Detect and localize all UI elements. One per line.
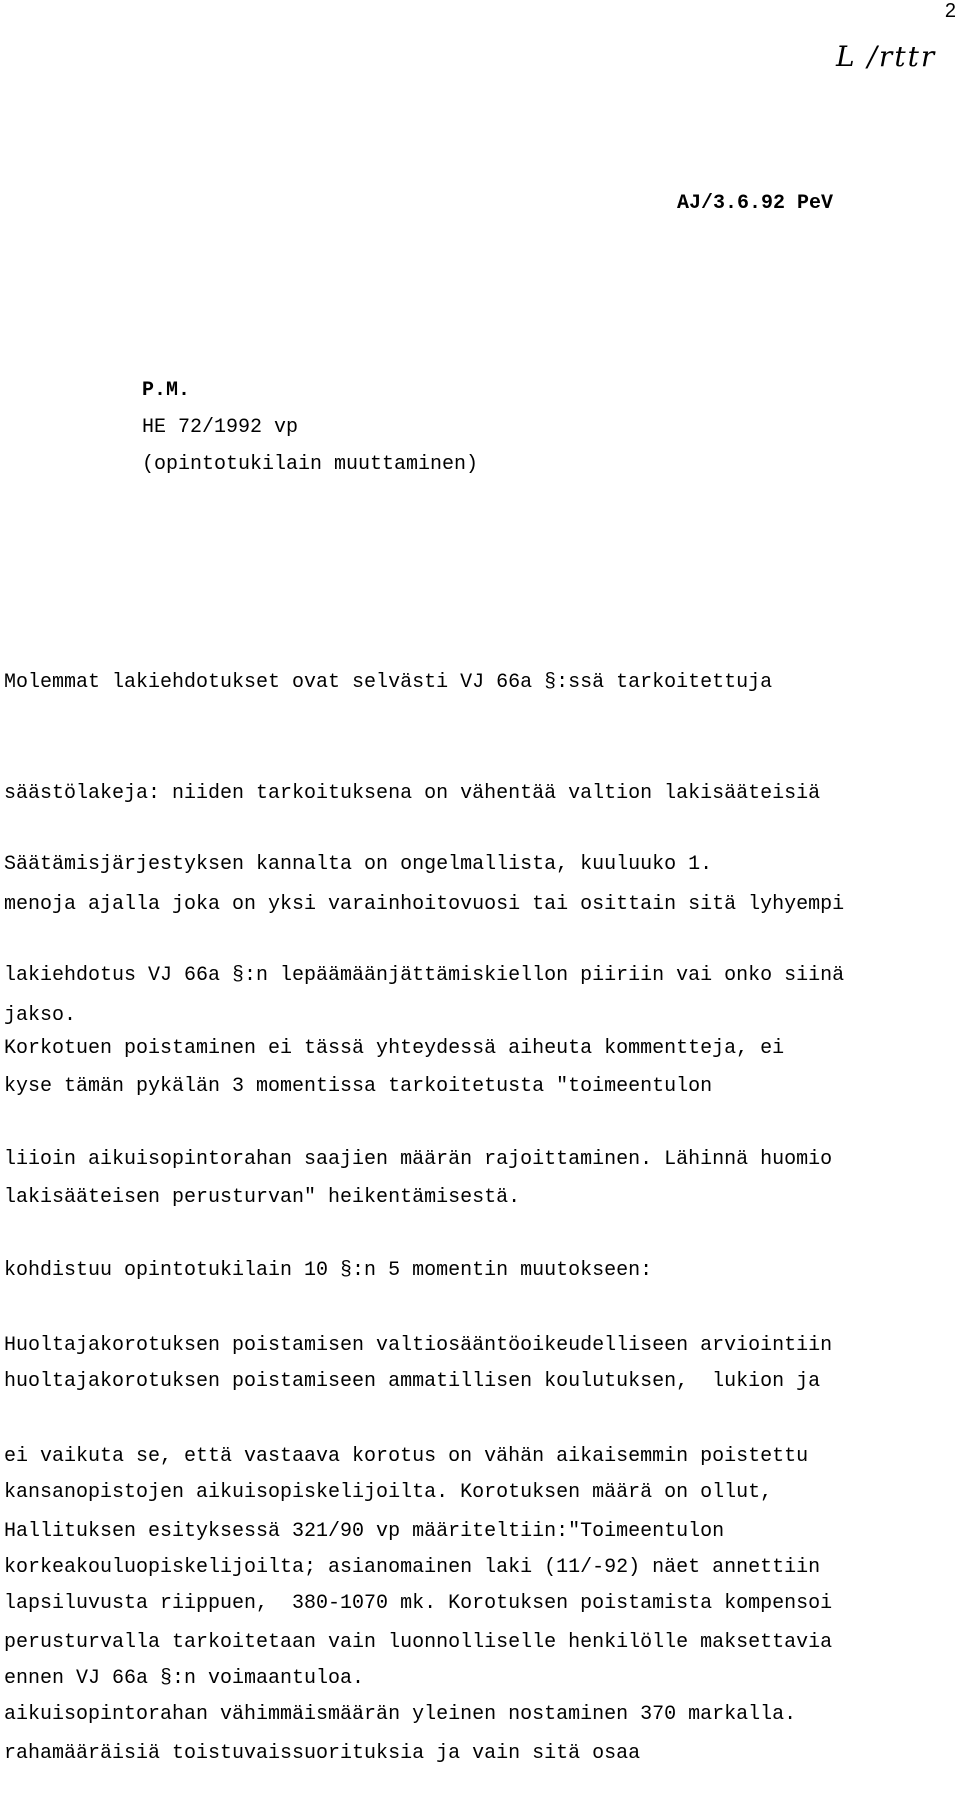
paragraph-line: Säätämisjärjestyksen kannalta on ongelmallista, kuuluuko 1. — [4, 853, 713, 876]
paragraph-line: aikuisopintorahan vähimmäismäärän yleinen nostaminen 370 markalla. — [4, 1703, 797, 1726]
paragraph-line: ennen VJ 66a §:n voimaantuloa. — [4, 1667, 365, 1690]
paragraph-5 — [4, 1439, 960, 1809]
paragraph-line: kohdistuu opintotukilain 10 §:n 5 momentin muutokseen: — [4, 1259, 653, 1282]
page-number: 2 — [944, 0, 956, 22]
heading-bill: HE 72/1992 vp — [142, 416, 299, 439]
paragraph-line: perusturvalla tarkoitetaan vain luonnolliselle henkilölle maksettavia — [4, 1631, 833, 1654]
paragraph-line: rahamääräisiä toistuvaissuorituksia ja vain sitä osaa — [4, 1742, 641, 1765]
heading-subject: (opintotukilain muuttaminen) — [142, 453, 479, 476]
paragraph-line: jakso. — [4, 1004, 77, 1027]
paragraph-line: lakiehdotus VJ 66a §:n lepäämäänjättämiskiellon piiriin vai onko siinä — [4, 964, 845, 987]
heading-pm: P.M. — [142, 379, 191, 402]
paragraph-line: Huoltajakorotuksen poistamisen valtiosääntöoikeudelliseen arviointiin — [4, 1334, 833, 1357]
paragraph-line: menoja ajalla joka on yksi varainhoitovuosi tai osittain sitä lyhyempi — [4, 893, 845, 916]
document-reference: AJ/3.6.92 PeV — [677, 192, 834, 215]
paragraph-line: ei vaikuta se, että vastaava korotus on vähän aikaisemmin poistettu — [4, 1445, 809, 1468]
paragraph-line: Korkotuen poistaminen ei tässä yhteydessä aiheuta kommentteja, ei — [4, 1037, 785, 1060]
paragraph-line: Hallituksen esityksessä 321/90 vp määriteltiin:"Toimeentulon — [4, 1520, 725, 1543]
paragraph-line: liioin aikuisopintorahan saajien määrän rajoittaminen. Lähinnä huomio — [4, 1148, 833, 1171]
handwritten-mark: L /rttr — [836, 40, 937, 73]
paragraph-line: lapsiluvusta riippuen, 380-1070 mk. Korotuksen poistamista kompensoi — [4, 1592, 833, 1615]
paragraph-line: huoltajakorotuksen poistamiseen ammatillisen koulutuksen, lukion ja — [4, 1370, 821, 1393]
paragraph-line: kansanopistojen aikuisopiskelijoilta. Korotuksen määrä on ollut, — [4, 1481, 773, 1504]
paragraph-line: kyse tämän pykälän 3 momentissa tarkoitetusta "toimeentulon — [4, 1075, 713, 1098]
paragraph-line: lakisääteisen perusturvan" heikentämisestä. — [4, 1186, 521, 1209]
paragraph-line: korkeakouluopiskelijoilta; asianomainen laki (11/-92) näet annettiin — [4, 1556, 821, 1579]
paragraph-line: säästölakeja: niiden tarkoituksena on vähentää valtion lakisääteisiä — [4, 782, 821, 805]
paragraph-line: Molemmat lakiehdotukset ovat selvästi VJ 66a §:ssä tarkoitettuja — [4, 671, 773, 694]
